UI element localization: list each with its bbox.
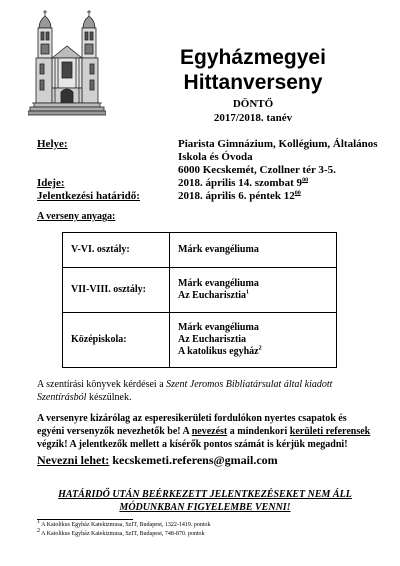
paragraph-text: a mindenkori bbox=[227, 426, 290, 437]
deadline-sup: 00 bbox=[294, 190, 301, 197]
paragraph-text: A szentírási könyvek kérdései a bbox=[37, 379, 167, 390]
notice-line: HATÁRIDŐ UTÁN BEÉRKEZETT JELENTKEZÉSEKET NEM ÁLL bbox=[58, 489, 352, 500]
footnote-number: 2 bbox=[37, 528, 40, 534]
eligibility-paragraph bbox=[37, 412, 373, 451]
school-year: 2017/2018. tanév bbox=[213, 112, 293, 124]
time-label: Ideje: bbox=[37, 177, 65, 189]
title-line-1: Egyházmegyei bbox=[180, 46, 326, 69]
venue-line-2: Iskola és Óvoda bbox=[178, 151, 253, 163]
stage-label: DÖNTŐ bbox=[232, 98, 274, 110]
paragraph-underline: kerületi referensek bbox=[289, 426, 371, 437]
scripture-paragraph bbox=[37, 378, 373, 404]
grade-cell: V-VI. osztály: bbox=[63, 233, 170, 268]
paragraph-text: A versenyre kizárólag az esperesikerületi fordulókon nyertes csapatok és egyéni versenyzők nevezhetők be! A bbox=[37, 413, 347, 437]
footnote-text: A Katolikus Egyház Katekizmusa, SzIT, Budapest, 748-870. pontok bbox=[41, 531, 205, 537]
topic-line: Márk evangéliuma bbox=[178, 244, 259, 255]
deadline-text: 2018. április 6. péntek 12 bbox=[178, 190, 295, 202]
time-sup: 00 bbox=[302, 177, 309, 184]
venue-line-1: Piarista Gimnázium, Kollégium, Általános bbox=[178, 138, 378, 150]
grade-cell: VII-VIII. osztály: bbox=[63, 268, 170, 313]
footnote-divider bbox=[37, 519, 133, 520]
topics-cell bbox=[170, 313, 337, 368]
topic-text: Az Eucharisztia bbox=[178, 290, 247, 301]
topics-cell bbox=[170, 233, 337, 268]
table-row bbox=[63, 268, 337, 313]
footnote-number: 1 bbox=[37, 519, 40, 525]
topic-line: Márk evangéliuma bbox=[178, 322, 259, 333]
time-value bbox=[178, 177, 308, 190]
footnote-ref: 1 bbox=[246, 289, 250, 296]
topics-cell bbox=[170, 268, 337, 313]
registration-email[interactable]: kecskemeti.referens@gmail.com bbox=[112, 453, 278, 467]
time-text: 2018. április 14. szombat 9 bbox=[178, 177, 303, 189]
material-heading: A verseny anyaga: bbox=[37, 211, 116, 222]
paragraph-text: készülnek. bbox=[86, 392, 132, 403]
footnote-ref: 2 bbox=[258, 345, 262, 352]
deadline-label: Jelentkezési határidő: bbox=[37, 190, 140, 202]
footnote-1 bbox=[37, 521, 211, 529]
notice-line: MÓDUNKBAN FIGYELEMBE VENNI! bbox=[119, 502, 291, 513]
paragraph-italic: Szent Jeromos Bibliatársulat által kiadott Szentírásból bbox=[37, 379, 333, 403]
venue-line-3: 6000 Kecskemét, Czollner tér 3-5. bbox=[178, 164, 336, 176]
church-logo bbox=[28, 8, 106, 126]
title-line-2: Hittanverseny bbox=[183, 71, 323, 94]
material-table bbox=[62, 232, 337, 368]
topic-line-with-note bbox=[178, 290, 328, 302]
table-row bbox=[63, 233, 337, 268]
topic-line: Az Eucharisztia bbox=[178, 334, 247, 345]
venue-label: Helye: bbox=[37, 138, 68, 150]
footnote-2 bbox=[37, 530, 205, 538]
registration-line bbox=[37, 453, 278, 468]
deadline-notice bbox=[37, 488, 373, 514]
topic-line: Márk evangéliuma bbox=[178, 278, 259, 289]
grade-cell: Középiskola: bbox=[63, 313, 170, 368]
footnote-text: A Katolikus Egyház Katekizmusa, SzIT, Budapest, 1322-1419. pontok bbox=[41, 522, 211, 528]
topic-line-with-note bbox=[178, 346, 328, 358]
table-row bbox=[63, 313, 337, 368]
paragraph-underline: nevezést bbox=[191, 426, 228, 437]
paragraph-text: végzik! A jelentkezők mellett a kísérők pontos számát is kérjük megadni! bbox=[37, 439, 348, 450]
registration-label: Nevezni lehet: bbox=[37, 453, 110, 467]
deadline-value bbox=[178, 190, 301, 203]
topic-text: A katolikus egyház bbox=[178, 346, 259, 357]
